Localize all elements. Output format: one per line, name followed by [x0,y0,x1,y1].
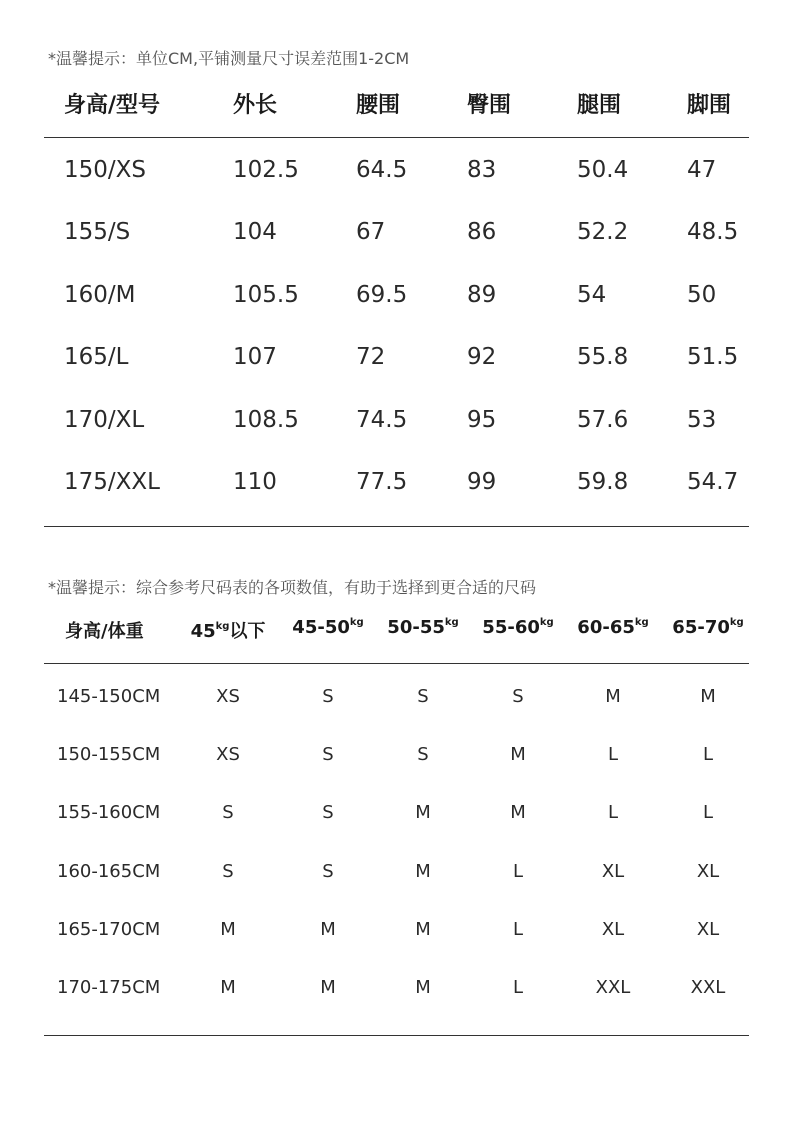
fit-table-height-cell: 145-150CM [57,686,161,707]
size-table-cell: 59.8 [577,469,629,495]
weight-unit: kg [444,617,459,628]
fit-table-bottom-divider [44,1035,749,1036]
fit-table-height-cell: 150-155CM [57,744,161,765]
fit-table-size-cell: L [512,977,524,998]
weight-range: 50-55 [387,617,445,638]
fit-table-height-cell: 165-170CM [57,919,161,940]
size-table-cell: 92 [467,344,497,370]
fit-table-size-cell: S [322,802,334,823]
size-table-cell: 72 [356,344,386,370]
size-table-cell: 89 [467,282,497,308]
size-table-cell: 104 [233,219,277,245]
fit-table-weight-header [292,617,363,638]
fit-table-size-cell: XXL [690,977,726,998]
size-table-cell: 86 [467,219,497,245]
fit-table-weight-header [191,617,266,643]
weight-unit: kg [349,617,364,628]
fit-table-size-cell: M [510,744,526,765]
size-table-cell: 51.5 [687,344,739,370]
fit-table-size-cell: L [607,802,619,823]
fit-table-weight-header [387,617,458,638]
fit-table-size-cell: XS [216,744,240,765]
fit-table-height-cell: 160-165CM [57,861,161,882]
fit-table-size-cell: M [510,802,526,823]
size-table-cell: 69.5 [356,282,408,308]
measurement-tip: *温馨提示：单位CM,平铺测量尺寸误差范围1-2CM [48,49,410,68]
fit-table-size-cell: S [322,686,334,707]
size-table-cell: 95 [467,407,497,433]
size-table-cell: 50.4 [577,157,629,183]
fit-table-size-cell: M [220,919,236,940]
size-table-cell: 102.5 [233,157,299,183]
size-table-cell: 64.5 [356,157,408,183]
size-table-cell: 57.6 [577,407,629,433]
fit-table-size-cell: XXL [595,977,631,998]
size-table-header-cell: 腰围 [356,93,401,118]
fit-table-size-cell: M [320,977,336,998]
size-table-bottom-divider [44,526,749,527]
weight-suffix: 以下 [229,621,266,642]
weight-unit: kg [634,617,649,628]
fit-table-size-cell: XL [601,919,625,940]
fit-table-size-cell: XL [696,919,720,940]
fit-table-size-cell: M [415,919,431,940]
weight-range: 55-60 [482,617,540,638]
size-table-cell: 155/S [64,219,131,245]
size-table-cell: 54.7 [687,469,739,495]
fit-table-size-cell: M [415,802,431,823]
size-table-cell: 55.8 [577,344,629,370]
fit-table-weight-header [672,617,743,638]
fit-table-size-cell: L [702,744,714,765]
size-table-cell: 160/M [64,282,136,308]
fit-table-size-cell: XL [696,861,720,882]
fit-table-size-cell: M [415,861,431,882]
size-table-cell: 150/XS [64,157,147,183]
size-table-cell: 47 [687,157,717,183]
fit-table-weight-header [482,617,553,638]
weight-range: 65-70 [672,617,730,638]
fit-table-height-cell: 155-160CM [57,802,161,823]
size-table-cell: 170/XL [64,407,145,433]
size-table-header-cell: 外长 [233,93,278,118]
size-table-cell: 52.2 [577,219,629,245]
size-table-cell: 110 [233,469,277,495]
weight-unit: kg [729,617,744,628]
size-table-cell: 83 [467,157,497,183]
fit-table-size-cell: M [220,977,236,998]
size-table-header-divider [44,137,749,138]
size-table-header-cell: 臀围 [467,93,512,118]
size-table-cell: 53 [687,407,717,433]
fit-table-weight-header [577,617,648,638]
weight-range: 45-50 [292,617,350,638]
size-table-cell: 108.5 [233,407,299,433]
fit-table-header-divider [44,663,749,664]
size-table-header-cell: 身高/型号 [64,93,161,118]
fit-table-size-cell: M [605,686,621,707]
fit-table-size-cell: S [417,744,429,765]
weight-range: 45 [190,621,216,642]
fit-table-height-cell: 170-175CM [57,977,161,998]
fit-table-size-cell: S [512,686,524,707]
fit-table-size-cell: S [322,744,334,765]
size-table-header-cell: 脚围 [687,93,732,118]
recommendation-tip: *温馨提示：综合参考尺码表的各项数值，有助于选择到更合适的尺码 [48,578,537,597]
size-table-cell: 67 [356,219,386,245]
fit-table-size-cell: S [322,861,334,882]
fit-table-size-cell: XS [216,686,240,707]
fit-table-size-cell: S [417,686,429,707]
fit-table-size-cell: M [320,919,336,940]
size-table-cell: 99 [467,469,497,495]
fit-table-header-cell: 身高/体重 [65,621,144,642]
size-table-cell: 74.5 [356,407,408,433]
fit-table-size-cell: S [222,861,234,882]
fit-table-size-cell: XL [601,861,625,882]
size-table-header-cell: 腿围 [577,93,622,118]
fit-table-size-cell: L [512,919,524,940]
size-table-cell: 77.5 [356,469,408,495]
size-table-cell: 175/XXL [64,469,160,495]
size-table-cell: 165/L [64,344,129,370]
weight-range: 60-65 [577,617,635,638]
weight-unit: kg [539,617,554,628]
fit-table-size-cell: M [415,977,431,998]
fit-table-size-cell: S [222,802,234,823]
fit-table-size-cell: M [700,686,716,707]
size-table-cell: 54 [577,282,607,308]
fit-table-size-cell: L [702,802,714,823]
size-table-cell: 107 [233,344,277,370]
weight-unit: kg [215,621,230,632]
size-table-cell: 48.5 [687,219,739,245]
size-table-cell: 105.5 [233,282,299,308]
fit-table-size-cell: L [607,744,619,765]
fit-table-size-cell: L [512,861,524,882]
size-table-cell: 50 [687,282,717,308]
